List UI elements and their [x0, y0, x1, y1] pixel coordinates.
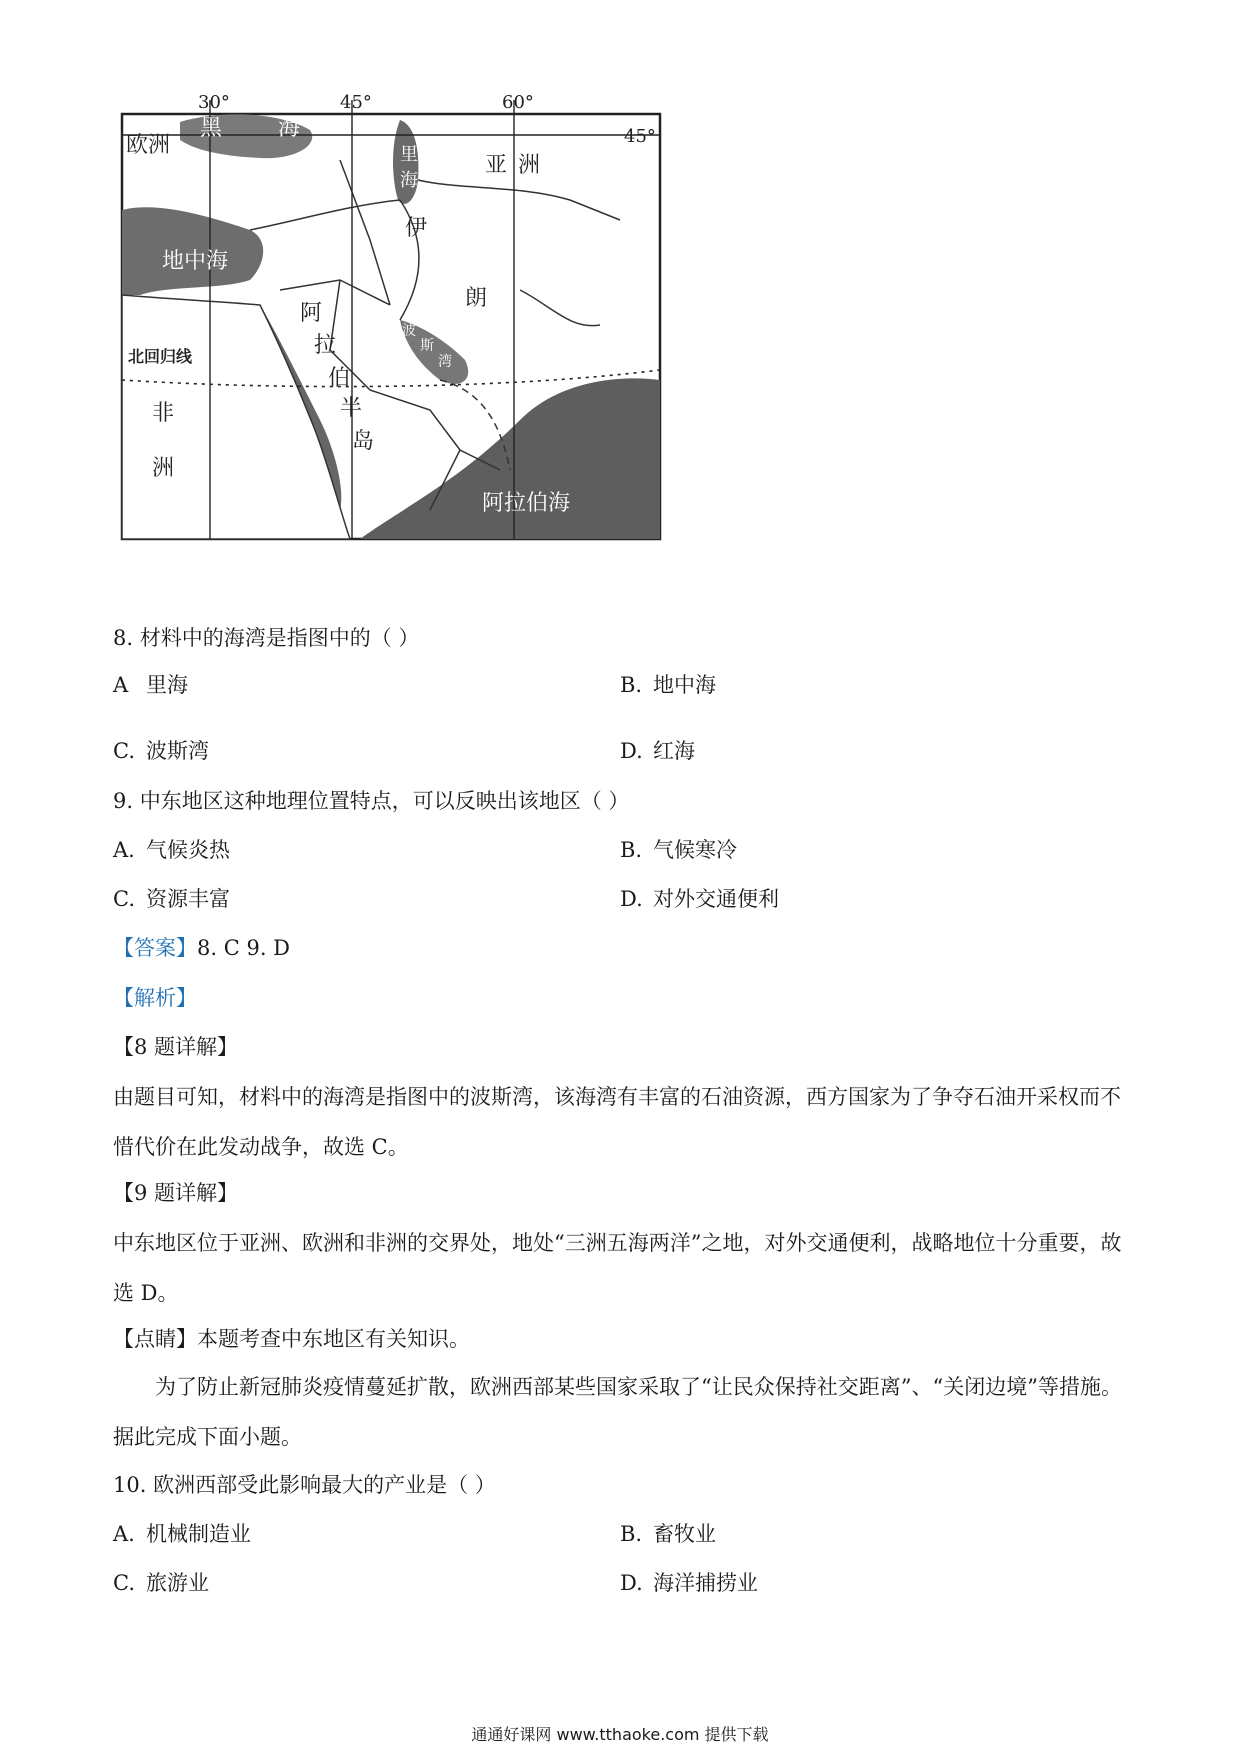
gulf-label-1: 波: [402, 323, 416, 339]
q9-option-b-text: 气候寒冷: [653, 838, 737, 862]
q9-option-b-key: B.: [620, 838, 643, 862]
asia-label-1: 亚: [485, 153, 508, 178]
lon-60-label: 60°: [502, 92, 534, 113]
q9-option-d: [620, 886, 779, 913]
red-sea-label-2: 海: [305, 445, 322, 464]
q9-option-a-key: A.: [113, 838, 135, 862]
detail-9-title: 【9 题详解】: [113, 1181, 239, 1205]
q9-option-c-text: 资源丰富: [146, 887, 230, 911]
arabia-label-5: 岛: [352, 429, 375, 454]
map-svg: [100, 90, 760, 610]
middle-east-map: [100, 90, 760, 610]
red-sea-label-1: 红: [275, 385, 292, 404]
detail-9-text: 中东地区位于亚洲、欧洲和非洲的交界处，地处“三洲五海两洋”之地，对外交通便利，战略地位十分重要，故选 D。: [113, 1231, 1122, 1305]
q10-option-c-key: C.: [113, 1571, 135, 1595]
analysis-line: [113, 985, 197, 1012]
detail-8-text: 由题目可知，材料中的海湾是指图中的波斯湾，该海湾有丰富的石油资源，西方国家为了争夺石油开采权而不惜代价在此发动战争，故选 C。: [113, 1085, 1121, 1159]
q8-option-d-key: D.: [620, 739, 643, 763]
page-footer: 通通好课网 www.tthaoke.com 提供下载: [471, 1725, 769, 1744]
q10-option-c-text: 旅游业: [146, 1571, 209, 1595]
q9-option-a: [113, 837, 230, 864]
black-sea-label-1: 黑: [200, 116, 223, 141]
q10-option-a-text: 机械制造业: [146, 1522, 251, 1546]
arabia-label-1: 阿: [300, 301, 323, 326]
q8-option-c: [113, 738, 209, 765]
arabia-label-3: 伯: [328, 366, 351, 391]
question-9: 9. 中东地区这种地理位置特点，可以反映出该地区（ ）: [113, 789, 630, 813]
q8-option-b-text: 地中海: [653, 673, 716, 697]
q8-option-c-text: 波斯湾: [146, 739, 209, 763]
material-text: 为了防止新冠肺炎疫情蔓延扩散，欧洲西部某些国家采取了“让民众保持社交距离”、“关闭边境”等措施。据此完成下面小题。: [113, 1375, 1122, 1449]
comment-text: 本题考查中东地区有关知识。: [197, 1327, 470, 1351]
q9-option-c: [113, 886, 230, 913]
caspian-label-1: 里: [400, 144, 418, 165]
q10-option-a-key: A.: [113, 1522, 135, 1546]
q8-option-d: [620, 738, 695, 765]
answer-tag: 【答案】: [113, 936, 197, 960]
q10-option-d: [620, 1570, 758, 1597]
lat-45-label: 45°: [624, 126, 656, 147]
asia-label-2: 洲: [518, 153, 541, 178]
africa-label-1: 非: [152, 401, 175, 426]
tropic-label: 北回归线: [128, 347, 193, 366]
arabia-label-2: 拉: [314, 333, 337, 358]
q10-option-b-text: 畜牧业: [653, 1522, 716, 1546]
answer-text: 8. C 9. D: [197, 936, 291, 960]
europe-label: 欧洲: [126, 133, 171, 158]
q8-option-b: [620, 672, 716, 699]
q8-option-a: [113, 672, 188, 699]
analysis-tag: 【解析】: [113, 986, 197, 1010]
comment-tag: 【点睛】: [113, 1327, 197, 1351]
q10-option-d-key: D.: [620, 1571, 643, 1595]
answer-line: [113, 935, 290, 962]
question-10: 10. 欧洲西部受此影响最大的产业是（ ）: [113, 1473, 496, 1497]
q9-option-d-key: D.: [620, 887, 643, 911]
gulf-label-2: 斯: [420, 338, 434, 354]
q8-option-a-text: 里海: [146, 673, 188, 697]
q8-option-b-key: B.: [620, 673, 643, 697]
q10-option-d-text: 海洋捕捞业: [653, 1571, 758, 1595]
q9-option-d-text: 对外交通便利: [653, 887, 779, 911]
q10-option-a: [113, 1521, 251, 1548]
africa-label-2: 洲: [152, 456, 175, 481]
iran-label-1: 伊: [405, 216, 428, 241]
lon-30-label: 30°: [198, 92, 230, 113]
q10-option-b: [620, 1521, 716, 1548]
q8-option-c-key: C.: [113, 739, 135, 763]
lon-45-label: 45°: [340, 92, 372, 113]
mediterranean-label: 地中海: [162, 249, 229, 274]
arabia-label-4: 半: [340, 396, 363, 421]
q8-option-a-key: A: [113, 673, 129, 697]
detail-8-title: 【8 题详解】: [113, 1035, 239, 1059]
comment-line: [113, 1326, 470, 1353]
arabian-sea-label: 阿拉伯海: [482, 491, 571, 516]
caspian-label-2: 海: [400, 170, 418, 191]
gulf-label-3: 湾: [438, 354, 452, 370]
q10-option-c: [113, 1570, 209, 1597]
q8-option-d-text: 红海: [653, 739, 695, 763]
question-8: 8. 材料中的海湾是指图中的（ ）: [113, 626, 420, 650]
black-sea-label-2: 海: [278, 116, 301, 141]
q9-option-b: [620, 837, 737, 864]
q10-option-b-key: B.: [620, 1522, 643, 1546]
q9-option-c-key: C.: [113, 887, 135, 911]
q9-option-a-text: 气候炎热: [146, 838, 230, 862]
iran-label-2: 朗: [465, 286, 488, 311]
